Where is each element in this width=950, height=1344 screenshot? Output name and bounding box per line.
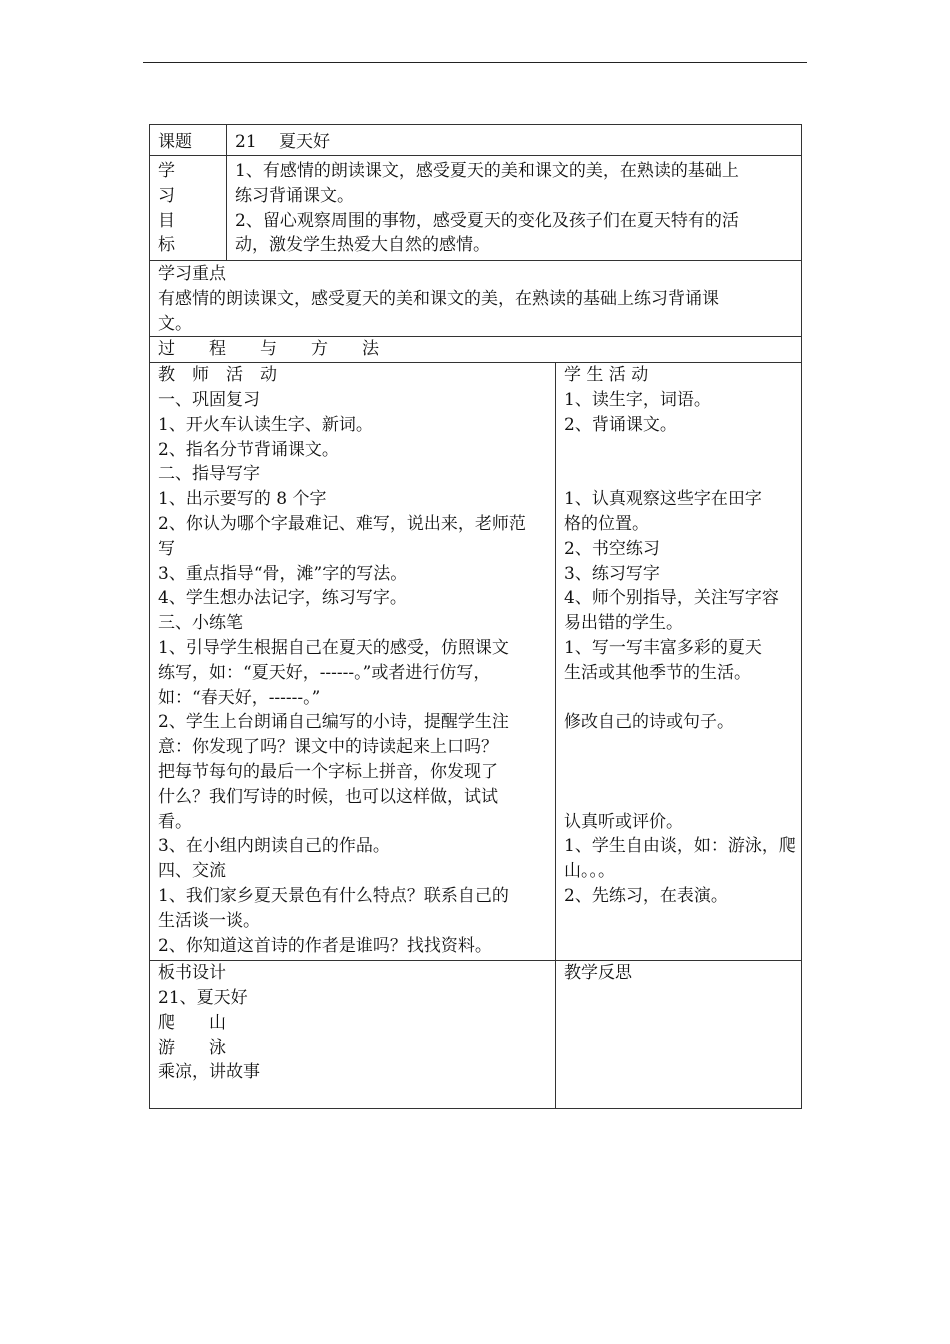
board-line: 爬 山 <box>158 1012 226 1033</box>
goals-label-char: 学 <box>158 161 175 181</box>
student-line <box>564 785 801 810</box>
teacher-line: 生活谈一谈。 <box>158 910 260 931</box>
reflection-heading: 教学反思 <box>564 963 632 984</box>
title-value-cell <box>227 125 802 156</box>
student-line: 认真听或评价。 <box>564 811 683 832</box>
goal-line: 动，激发学生热爱大自然的感情。 <box>235 235 490 256</box>
teacher-line: 如：“春天好，------。” <box>158 687 321 708</box>
key-points-line: 文。 <box>158 313 192 334</box>
teacher-line: 二、指导写字 <box>158 464 260 485</box>
board-line: 游 泳 <box>158 1037 226 1058</box>
student-line <box>564 438 801 463</box>
board-line: 21、夏天好 <box>158 987 248 1008</box>
activities-row <box>150 363 802 961</box>
teacher-line: 什么？我们写诗的时候，也可以这样做，试试 <box>158 786 498 807</box>
teacher-line: 一、巩固复习 <box>158 389 260 410</box>
teacher-activities-cell <box>150 363 556 961</box>
goal-line: 1、有感情的朗读课文，感受夏天的美和课文的美，在熟读的基础上 <box>235 161 739 181</box>
board-design-heading: 板书设计 <box>158 963 226 984</box>
board-line: 乘凉，讲故事 <box>158 1062 260 1083</box>
teacher-line: 2、你认为哪个字最难记、难写，说出来，老师范 <box>158 513 526 534</box>
teacher-activities-heading: 教 师 活 动 <box>158 365 277 386</box>
teacher-line: 1、我们家乡夏天景色有什么特点？联系自己的 <box>158 885 509 906</box>
teacher-line: 把每节每句的最后一个字标上拼音，你发现了 <box>158 761 498 782</box>
student-line <box>564 735 801 760</box>
board-reflection-row <box>150 961 802 1109</box>
lesson-title: 21 夏天好 <box>235 132 331 152</box>
teacher-line: 练写，如：“夏天好，------。”或者进行仿写， <box>158 662 491 683</box>
page-header-rule <box>143 62 807 63</box>
process-heading-cell <box>150 337 802 363</box>
title-label: 课题 <box>158 132 192 152</box>
goals-text-cell <box>227 156 802 261</box>
teacher-line: 意：你发现了吗？课文中的诗读起来上口吗？ <box>158 737 498 758</box>
teacher-line: 四、交流 <box>158 861 226 882</box>
goals-label-char: 目 <box>158 210 175 231</box>
goal-line: 练习背诵课文。 <box>235 185 354 206</box>
student-line: 修改自己的诗或句子。 <box>564 712 734 733</box>
teacher-line: 3、重点指导“骨，滩”字的写法。 <box>158 563 408 584</box>
student-line: 易出错的学生。 <box>564 613 683 634</box>
teacher-line: 2、你知道这首诗的作者是谁吗？找找资料。 <box>158 935 492 956</box>
teacher-line: 三、小练笔 <box>158 613 243 634</box>
goal-line: 2、留心观察周围的事物，感受夏天的变化及孩子们在夏天特有的活 <box>235 210 739 231</box>
student-line <box>564 760 801 785</box>
student-line: 1、认真观察这些字在田字 <box>564 489 762 510</box>
student-line: 2、书空练习 <box>564 538 660 559</box>
reflection-cell <box>556 961 802 1109</box>
teacher-line: 1、开火车认读生字、新词。 <box>158 414 373 435</box>
student-line: 格的位置。 <box>564 513 649 534</box>
teacher-line: 2、指名分节背诵课文。 <box>158 439 339 460</box>
goals-label-char: 标 <box>158 235 175 256</box>
student-line <box>564 686 801 711</box>
key-points-row <box>150 261 802 337</box>
student-line: 1、读生字，词语。 <box>564 389 711 410</box>
student-line: 1、学生自由谈，如：游泳，爬 <box>564 836 796 857</box>
process-heading-row <box>150 337 802 363</box>
teacher-line: 3、在小组内朗读自己的作品。 <box>158 836 390 857</box>
teacher-line: 4、学生想办法记字，练习写字。 <box>158 588 407 609</box>
teacher-line: 1、出示要写的 8 个字 <box>158 489 327 510</box>
student-activities-heading: 学 生 活 动 <box>564 365 649 386</box>
title-label-cell <box>150 125 227 156</box>
key-points-cell <box>150 261 802 337</box>
student-line: 生活或其他季节的生活。 <box>564 662 751 683</box>
lesson-plan-table <box>149 124 802 1109</box>
student-line: 山。。。 <box>564 861 615 882</box>
goals-label-char: 习 <box>158 185 175 206</box>
student-line: 4、师个别指导，关注写字容 <box>564 588 779 609</box>
student-line: 1、写一写丰富多彩的夏天 <box>564 637 762 658</box>
student-line <box>564 462 801 487</box>
title-row <box>150 125 802 156</box>
teacher-line: 2、学生上台朗诵自己编写的小诗，提醒学生注 <box>158 712 509 733</box>
student-activities-cell <box>556 363 802 961</box>
teacher-line: 1、引导学生根据自己在夏天的感受，仿照课文 <box>158 637 509 658</box>
goals-row <box>150 156 802 261</box>
teacher-line: 写 <box>158 538 175 559</box>
process-heading: 过 程 与 方 法 <box>158 339 379 360</box>
goals-label-cell <box>150 156 227 261</box>
key-points-line: 有感情的朗读课文，感受夏天的美和课文的美，在熟读的基础上练习背诵课 <box>158 288 719 309</box>
key-points-heading: 学习重点 <box>158 264 226 284</box>
student-line: 3、练习写字 <box>564 563 660 584</box>
board-design-cell <box>150 961 556 1109</box>
teacher-line: 看。 <box>158 811 192 832</box>
student-line: 2、先练习，在表演。 <box>564 885 728 906</box>
student-line: 2、背诵课文。 <box>564 414 677 435</box>
